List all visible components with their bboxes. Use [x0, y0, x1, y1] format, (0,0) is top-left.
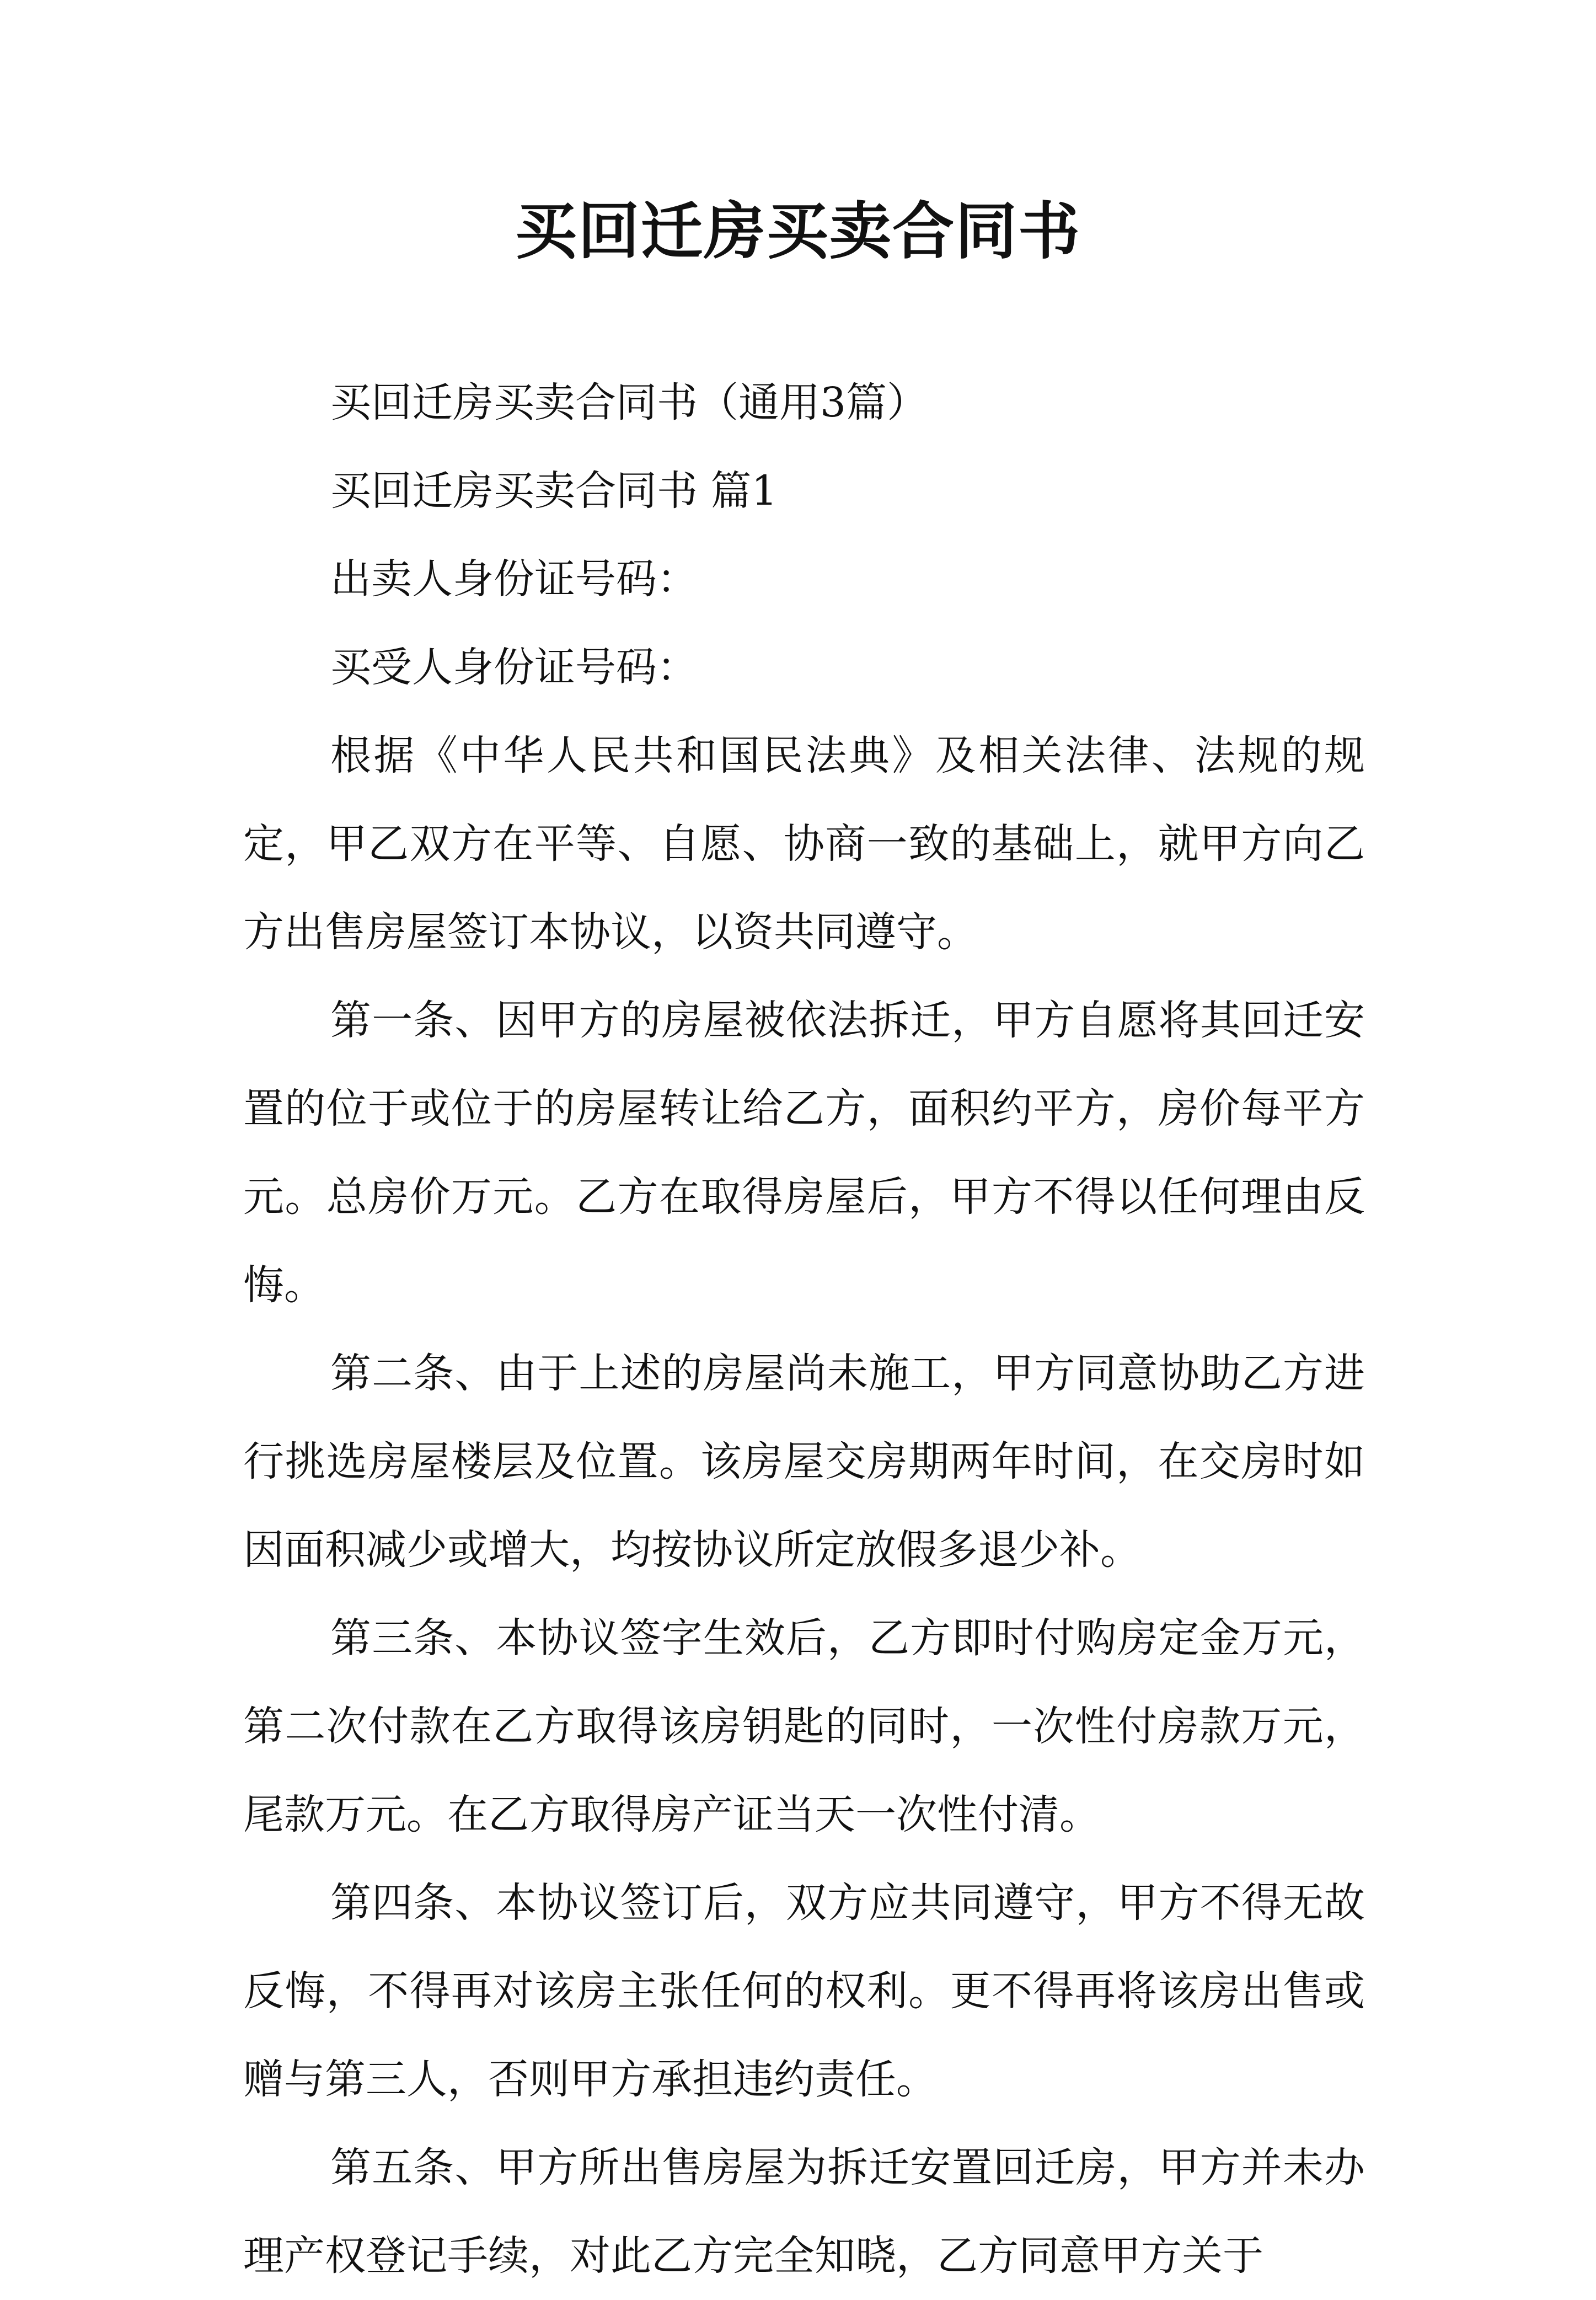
document-title: 买回迁房买卖合同书: [515, 195, 1081, 268]
paragraph-article-4: 第四条、本协议签订后，双方应共同遵守，甲方不得无故反悔，不得再对该房主张任何的权利。更不得再将该房出售或赠与第三人，否则甲方承担违约责任。: [243, 1879, 1365, 2103]
paragraph-subtitle: 买回迁房买卖合同书（通用3篇）: [330, 379, 928, 426]
paragraph-section-heading: 买回迁房买卖合同书 篇1: [330, 467, 778, 515]
paragraph-buyer-id: 买受人身份证号码：: [330, 644, 698, 691]
paragraph-article-2: 第二条、由于上述的房屋尚未施工，甲方同意协助乙方进行挑选房屋楼层及位置。该房屋交房期两年时间，在交房时如因面积减少或增大，均按协议所定放假多退少补。: [243, 1350, 1365, 1574]
paragraph-seller-id: 出卖人身份证号码：: [330, 555, 698, 603]
paragraph-preamble: 根据《中华人民共和国民法典》及相关法律、法规的规定，甲乙双方在平等、自愿、协商一致的基础上，就甲方向乙方出售房屋签订本协议，以资共同遵守。: [243, 732, 1365, 956]
paragraph-article-5: 第五条、甲方所出售房屋为拆迁安置回迁房，甲方并未办理产权登记手续，对此乙方完全知晓，乙方同意甲方关于: [243, 2144, 1365, 2280]
document-body: [243, 359, 1365, 2300]
paragraph-article-3: 第三条、本协议签字生效后，乙方即时付购房定金万元，第二次付款在乙方取得该房钥匙的同时，一次性付房款万元，尾款万元。在乙方取得房产证当天一次性付清。: [243, 1614, 1365, 1838]
paragraph-article-1: 第一条、因甲方的房屋被依法拆迁，甲方自愿将其回迁安置的位于或位于的房屋转让给乙方，面积约平方，房价每平方元。总房价万元。乙方在取得房屋后，甲方不得以任何理由反悔。: [243, 997, 1365, 1309]
